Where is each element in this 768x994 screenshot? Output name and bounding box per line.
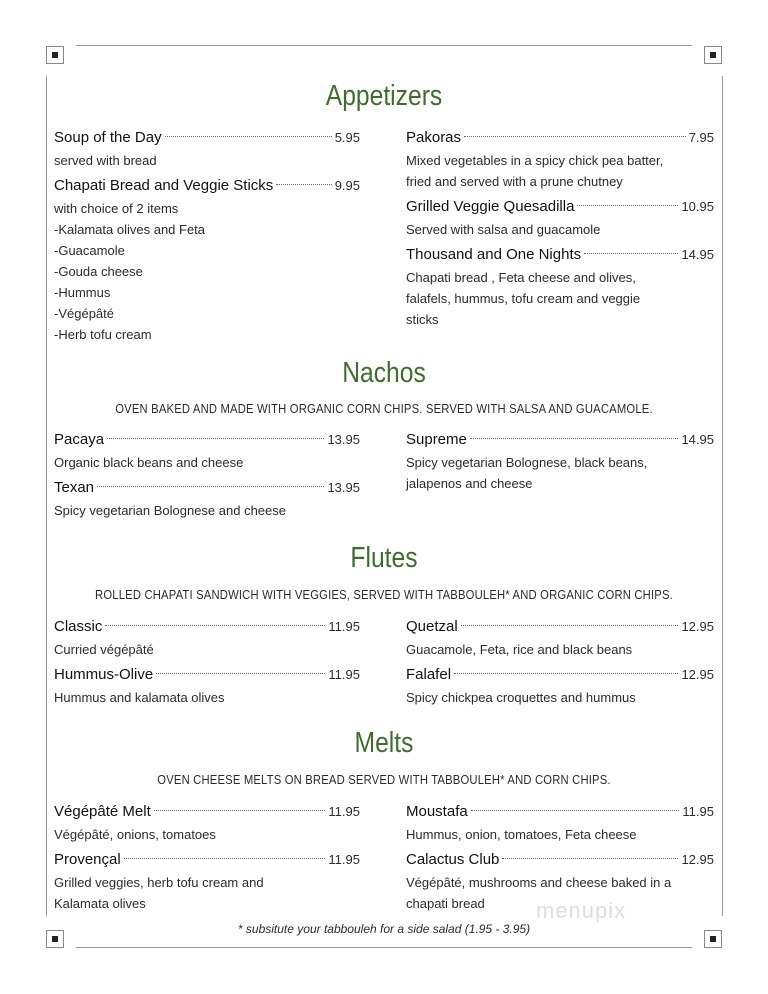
dot-leader (154, 810, 326, 811)
menu-item-row (406, 663, 714, 687)
menu-item (406, 126, 714, 192)
menu-item-row (54, 428, 360, 452)
menu-item-description: -Kalamata olives and Feta (54, 222, 206, 237)
menu-column-left (54, 800, 360, 917)
menu-item-description: jalapenos and cheese (406, 476, 533, 491)
menu-item-description: -Herb tofu cream (54, 327, 152, 342)
frame-line-right (722, 76, 723, 916)
menu-item-description: Spicy vegetarian Bolognese, black beans, (406, 455, 648, 470)
menu-item-row (406, 243, 714, 267)
menu-item-description: -Guacamole (54, 243, 125, 258)
menu-item-name: Thousand and One Nights (406, 246, 582, 263)
frame-line-bottom (76, 947, 692, 948)
menu-item-description: -Hummus (54, 285, 111, 300)
frame-line-left (46, 76, 47, 916)
menu-item (54, 615, 360, 660)
menu-item (406, 195, 714, 240)
menu-item-description: sticks (406, 312, 439, 327)
section-heading: Nachos (342, 357, 426, 389)
menu-item-price: 10.95 (681, 199, 714, 214)
menu-item-description: -Gouda cheese (54, 264, 143, 279)
menu-item-description: Hummus, onion, tomatoes, Feta cheese (406, 827, 637, 842)
dot-leader (584, 253, 678, 254)
menu-item-price: 13.95 (327, 480, 360, 495)
menu-item-price: 12.95 (681, 667, 714, 682)
menu-item-description: Spicy chickpea croquettes and hummus (406, 690, 636, 705)
menu-item-name: Calactus Club (406, 851, 500, 868)
menu-item-name: Falafel (406, 666, 452, 683)
menu-item-row (54, 476, 360, 500)
menu-item-row (54, 174, 360, 198)
menu-column-left (54, 428, 360, 524)
menu-column-left (54, 615, 360, 711)
menu-item-row (54, 848, 360, 872)
menu-item-row (406, 195, 714, 219)
menu-item-name: Pacaya (54, 431, 105, 448)
menu-item (54, 126, 360, 171)
menu-item-description: Végépâté, onions, tomatoes (54, 827, 216, 842)
menu-item-row (406, 800, 714, 824)
menu-item-price: 5.95 (334, 130, 360, 145)
menu-item-description: Végépâté, mushrooms and cheese baked in a (406, 875, 672, 890)
dot-leader (464, 136, 686, 137)
menu-item (54, 428, 360, 473)
menu-item-name: Quetzal (406, 618, 458, 635)
menu-item-price: 14.95 (681, 432, 714, 447)
menu-item-price: 13.95 (327, 432, 360, 447)
menu-item-name: Pakoras (406, 129, 462, 146)
dot-leader (471, 810, 680, 811)
menu-item-price: 12.95 (681, 852, 714, 867)
menu-column-right (406, 428, 714, 497)
menu-item-description: chapati bread (406, 896, 485, 911)
menu-item-price: 11.95 (682, 804, 714, 819)
dot-leader (461, 625, 679, 626)
menu-item-description: served with bread (54, 153, 157, 168)
dot-leader (577, 205, 678, 206)
menu-item-description: Mixed vegetables in a spicy chick pea batter, (406, 153, 664, 168)
section-subtitle: OVEN CHEESE MELTS ON BREAD SERVED WITH TABBOULEH* AND CORN CHIPS. (157, 773, 611, 787)
menu-item-name: Soup of the Day (54, 129, 162, 146)
section-heading: Appetizers (325, 80, 443, 112)
dot-leader (470, 438, 679, 439)
dot-leader (165, 136, 332, 137)
menu-item-row (54, 126, 360, 150)
menu-column-left (54, 126, 360, 348)
dot-leader (124, 858, 326, 859)
menu-item-description: falafels, hummus, tofu cream and veggie (406, 291, 641, 306)
menu-item-name: Supreme (406, 431, 467, 448)
dot-leader (97, 486, 324, 487)
menu-item-price: 9.95 (334, 178, 360, 193)
section-subtitle: ROLLED CHAPATI SANDWICH WITH VEGGIES, SERVED WITH TABBOULEH* AND ORGANIC CORN CHIPS. (95, 588, 673, 602)
menu-item-name: Classic (54, 618, 103, 635)
corner-ornament (704, 46, 722, 64)
dot-leader (276, 184, 331, 185)
menu-item (54, 848, 360, 914)
menu-item-description: Curried végépâté (54, 642, 154, 657)
menu-column-right (406, 615, 714, 711)
menu-item (406, 800, 714, 845)
menu-item-row (406, 126, 714, 150)
menu-item-description: Served with salsa and guacamole (406, 222, 601, 237)
menu-item-price: 11.95 (328, 619, 360, 634)
dot-leader (107, 438, 324, 439)
menu-item-name: Moustafa (406, 803, 468, 820)
menu-item-name: Provençal (54, 851, 121, 868)
menu-item-name: Grilled Veggie Quesadilla (406, 198, 575, 215)
menu-item (406, 428, 714, 494)
menu-item-name: Végépâté Melt (54, 803, 151, 820)
menu-item-description: Organic black beans and cheese (54, 455, 244, 470)
menu-item-price: 14.95 (681, 247, 714, 262)
menu-item-price: 11.95 (328, 667, 360, 682)
menu-item-description: Chapati bread , Feta cheese and olives, (406, 270, 636, 285)
watermark: menupix (536, 898, 627, 923)
menu-item-row (406, 848, 714, 872)
menu-item-description: Kalamata olives (54, 896, 146, 911)
menu-column-right (406, 126, 714, 333)
frame-line-top (76, 45, 692, 46)
menu-item-price: 7.95 (688, 130, 714, 145)
menu-item (54, 800, 360, 845)
dot-leader (454, 673, 678, 674)
footnote: * subsitute your tabbouleh for a side salad (1.95 - 3.95) (237, 922, 531, 936)
menu-item-price: 11.95 (328, 804, 360, 819)
menu-item-description: fried and served with a prune chutney (406, 174, 623, 189)
menu-item-name: Hummus-Olive (54, 666, 154, 683)
menu-item (406, 615, 714, 660)
menu-item-name: Chapati Bread and Veggie Sticks (54, 177, 274, 194)
menu-item-description: -Végépâté (54, 306, 114, 321)
menu-item-price: 12.95 (681, 619, 714, 634)
menu-item (54, 663, 360, 708)
menu-item-name: Texan (54, 479, 95, 496)
section-heading: Flutes (350, 542, 418, 574)
menu-item (406, 243, 714, 330)
dot-leader (105, 625, 325, 626)
menu-item-description: Hummus and kalamata olives (54, 690, 225, 705)
menu-item-price: 11.95 (328, 852, 360, 867)
section-heading: Melts (354, 727, 414, 759)
menu-item-row (54, 615, 360, 639)
menu-item-description: with choice of 2 items (54, 201, 179, 216)
menu-item (406, 663, 714, 708)
menu-item-row (54, 663, 360, 687)
corner-ornament (46, 46, 64, 64)
menu-item-description: Guacamole, Feta, rice and black beans (406, 642, 633, 657)
dot-leader (502, 858, 678, 859)
menu-item-description: Grilled veggies, herb tofu cream and (54, 875, 264, 890)
menu-item-row (54, 800, 360, 824)
dot-leader (156, 673, 325, 674)
menu-item (54, 174, 360, 345)
section-subtitle: OVEN BAKED AND MADE WITH ORGANIC CORN CHIPS. SERVED WITH SALSA AND GUACAMOLE. (115, 402, 653, 416)
menu-item (54, 476, 360, 521)
menu-item-row (406, 428, 714, 452)
menu-item-row (406, 615, 714, 639)
menu-item-description: Spicy vegetarian Bolognese and cheese (54, 503, 286, 518)
